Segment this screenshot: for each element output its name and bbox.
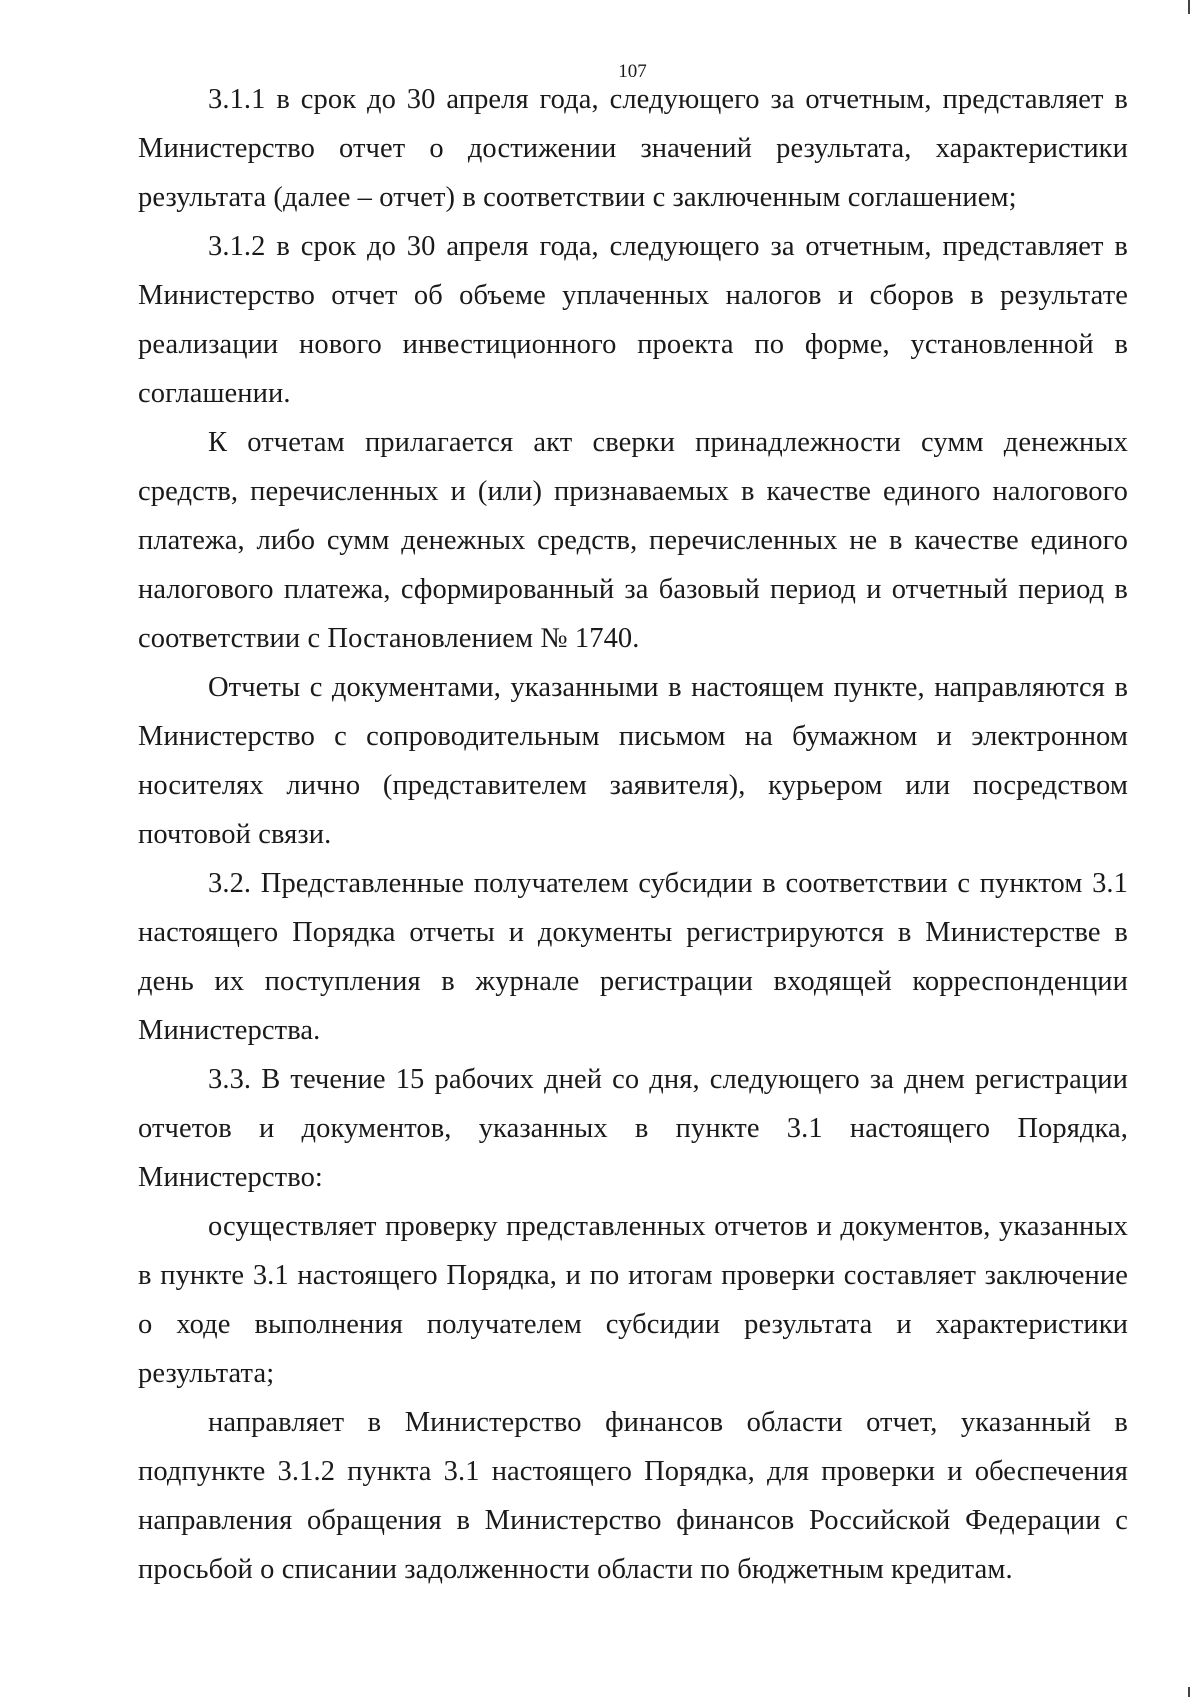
paragraph-submission: Отчеты с документами, указанными в настоящем пункте, направляются в Министерство с сопроводительным письмом на бумажном и электронном носителях лично (представителем заявителя), курьером или посредством почтовой связи. [138,672,1128,850]
paragraph-forwarding: направляет в Министерство финансов области отчет, указанный в подпункте 3.1.2 пункта 3.1 настоящего Порядка, для проверки и обеспечения направления обращения в Министерство финансов Российской Федерации с просьбой о списании задолженности области по бюджетным кредитам. [138,1407,1128,1585]
paragraph-verification: осуществляет проверку представленных отчетов и документов, указанных в пункте 3.1 настоящего Порядка, и по итогам проверки составляет заключение о ходе выполнения получателем субсидии результата и характеристики результата; [138,1211,1128,1389]
page-number: 107 [618,61,647,82]
paragraph-3-1-2: 3.1.2 в срок до 30 апреля года, следующего за отчетным, представляет в Министерство отчет об объеме уплаченных налогов и сборов в результате реализации нового инвестиционного проекта по форме, установленной в соглашении. [138,231,1128,409]
paragraph-attachments: К отчетам прилагается акт сверки принадлежности сумм денежных средств, перечисленных и (или) признаваемых в качестве единого налогового платежа, либо сумм денежных средств, перечисленных не в качестве единого налогового платежа, сформированный за базовый период и отчетный период в соответствии с Постановлением № 1740. [138,427,1128,654]
document-body [138,75,1128,1594]
paragraph-3-3: 3.3. В течение 15 рабочих дней со дня, следующего за днем регистрации отчетов и документов, указанных в пункте 3.1 настоящего Порядка, Министерство: [138,1064,1128,1193]
scan-edge-mark-top [1188,0,1190,14]
paragraph-3-2: 3.2. Представленные получателем субсидии в соответствии с пунктом 3.1 настоящего Порядка отчеты и документы регистрируются в Министерстве в день их поступления в журнале регистрации входящей корреспонденции Министерства. [138,868,1128,1046]
scan-edge-mark-bottom [1188,1687,1190,1697]
paragraph-3-1-1: 3.1.1 в срок до 30 апреля года, следующего за отчетным, представляет в Министерство отчет о достижении значений результата, характеристики результата (далее – отчет) в соответствии с заключенным соглашением; [138,84,1128,213]
